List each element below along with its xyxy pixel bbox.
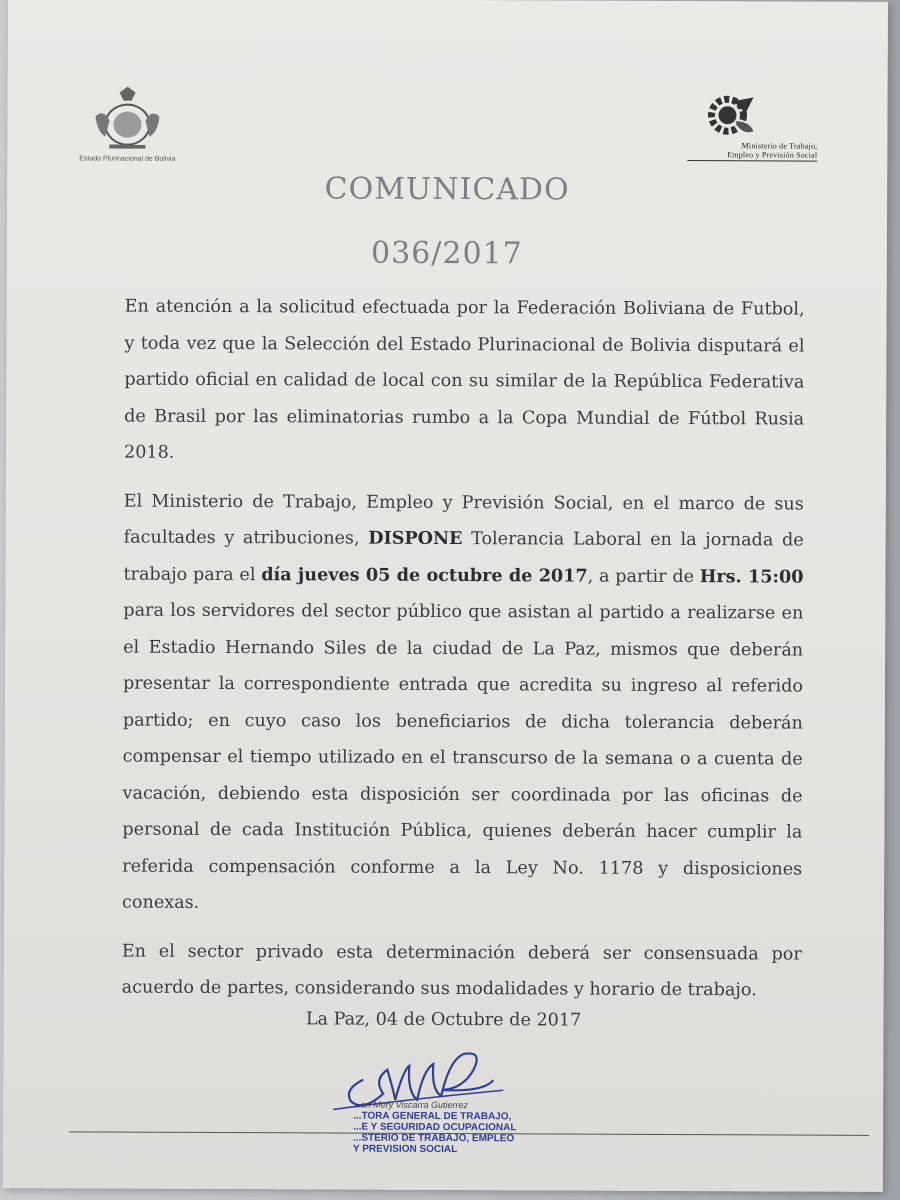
stamp-line-3: ...STERIO DE TRABAJO, EMPLEO [353, 1132, 515, 1145]
official-stamp [353, 1100, 553, 1156]
ministry-logo [687, 91, 817, 172]
paragraph-2 [122, 483, 804, 924]
stamp-line-2: ...E Y SEGURIDAD OCUPACIONAL [353, 1121, 517, 1134]
tolerance-date: día jueves 05 de octubre de 2017 [261, 563, 588, 587]
document-page [3, 0, 888, 1192]
stamp-line-4: Y PREVISION SOCIAL [352, 1143, 458, 1156]
gear-icon [705, 91, 757, 141]
ministry-name-line2: Empleo y Previsión Social [727, 150, 818, 160]
paragraph-1: En atención a la solicitud efectuada por la Federación Boliviana de Futbol, y toda vez que la Selección del Estado Plurinacional de Bolivia disputará el partido oficial en calidad de local con su similar de la República Federativa de Brasil por las eliminatorias rumbo a la Copa Mundial de Fútbol Rusia 2018. [123, 296, 805, 463]
ministry-name [687, 141, 817, 162]
crest-caption: Estado Plurinacional de Bolivia [79, 155, 176, 163]
paragraph-2-text-a: El Ministerio de Trabajo, Empleo y Previsión Social, en el marco de sus facultades y atribuciones, [123, 491, 804, 549]
tolerance-time: Hrs. 15:00 [699, 565, 804, 588]
date-line: La Paz, 04 de Octubre de 2017 [305, 1009, 582, 1031]
stamp-line-1: ...TORA GENERAL DE TRABAJO, [353, 1110, 512, 1123]
coat-of-arms-icon [89, 86, 165, 152]
communique-number: 036/2017 [370, 235, 523, 272]
paragraph-2-text-c: Tolerancia Laboral en la jornada de trabajo para el [123, 529, 804, 585]
signatory-name: ...an Mery Viscarra Gutierrez [353, 1099, 469, 1111]
paragraph-2-text-e: , a partir de [587, 566, 700, 587]
title-heading: COMUNICADO [324, 171, 570, 208]
paragraph-3: En el sector privado esta determinación deberá ser consensuada por acuerdo de partes, considerando sus modalidades y horario de trabajo. [121, 941, 802, 1001]
document-body [122, 289, 805, 1021]
paragraph-2-text-g: para los servidores del sector público que asistan al partido a realizarse en el Estadio Hernando Siles de la ciudad de La Paz, mismos que deberán presentar la correspondiente entrada que acredita su ingreso al referido partido; en cuyo caso los beneficiarios de dicha tolerancia deberán compensar el tiempo utilizado en el transcurso de la semana o a cuenta de vacación, debiendo esta disposición ser coordinada por las oficinas de personal de cada Institución Pública, quienes deberán hacer cumplir la referida compensación conforme a la Ley No. 1178 y disposiciones conexas. [122, 600, 804, 913]
ministry-name-line1: Ministerio de Trabajo, [741, 141, 818, 151]
dispone-keyword: DISPONE [368, 527, 463, 550]
document-title [7, 168, 887, 276]
